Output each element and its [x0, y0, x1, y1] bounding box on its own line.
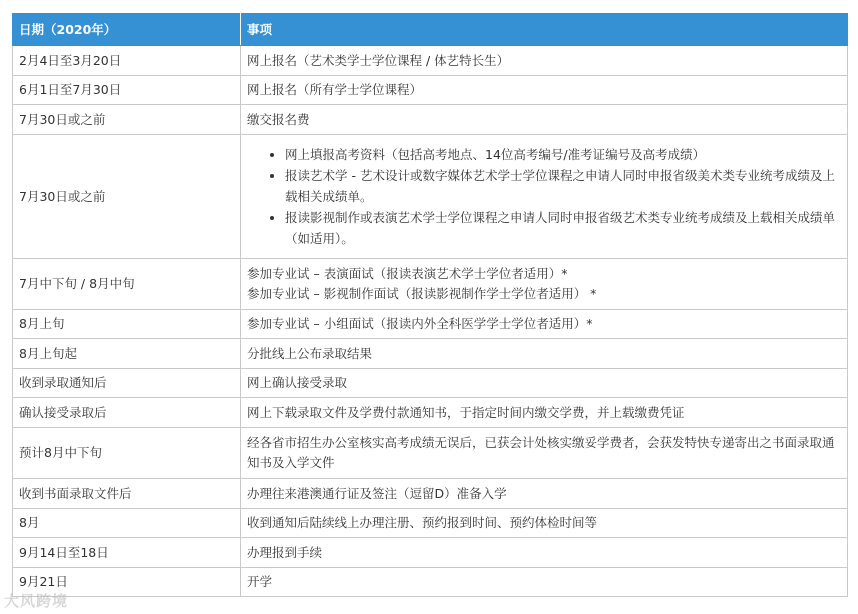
item-cell: 经各省市招生办公室核实高考成绩无误后，已获会计处核实缴妥学费者，会获发特快专递寄出之书面录取通知书及入学文件	[241, 428, 848, 479]
item-cell: 分批线上公布录取结果	[241, 339, 848, 369]
table-row	[13, 135, 848, 259]
date-column-header: 日期（2020年）	[13, 14, 241, 46]
schedule-table	[12, 13, 848, 597]
date-cell: 9月14日至18日	[13, 538, 241, 568]
table-row	[13, 105, 848, 135]
table-row	[13, 46, 848, 76]
item-cell: 网上报名（所有学士学位课程）	[241, 76, 848, 105]
date-cell: 收到录取通知后	[13, 369, 241, 398]
item-cell: 网上下载录取文件及学费付款通知书，于指定时间内缴交学费，并上载缴费凭证	[241, 398, 848, 428]
table-row	[13, 479, 848, 509]
bullet-list	[247, 144, 841, 249]
item-column-header: 事项	[241, 14, 848, 46]
date-cell: 8月	[13, 509, 241, 538]
list-item: • 报读艺术学 - 艺术设计或数字媒体艺术学士学位课程之申请人同时申报省级美术类专业统考成绩及上载相关成绩单。	[285, 165, 841, 207]
date-cell: 7月30日或之前	[13, 135, 241, 259]
date-cell: 6月1日至7月30日	[13, 76, 241, 105]
table-row	[13, 428, 848, 479]
date-cell: 7月30日或之前	[13, 105, 241, 135]
table-row	[13, 259, 848, 310]
table-row	[13, 76, 848, 105]
table-row	[13, 310, 848, 339]
list-item: • 网上填报高考资料（包括高考地点、14位高考编号/准考证编号及高考成绩）	[285, 144, 841, 165]
item-cell: 网上确认接受录取	[241, 369, 848, 398]
table-row	[13, 538, 848, 568]
table-row	[13, 398, 848, 428]
date-cell: 收到书面录取文件后	[13, 479, 241, 509]
table-row	[13, 568, 848, 597]
table-row	[13, 509, 848, 538]
date-cell: 确认接受录取后	[13, 398, 241, 428]
item-line: 参加专业试 – 表演面试（报读表演艺术学士学位者适用）*	[247, 266, 568, 281]
item-cell	[241, 259, 848, 310]
item-cell	[241, 135, 848, 259]
item-cell: 网上报名（艺术类学士学位课程 / 体艺特长生）	[241, 46, 848, 76]
date-cell: 预计8月中下旬	[13, 428, 241, 479]
item-cell: 办理往来港澳通行证及签注（逗留D）准备入学	[241, 479, 848, 509]
item-line: 参加专业试 – 影视制作面试（报读影视制作学士学位者适用） *	[247, 286, 597, 301]
table-header-row	[13, 14, 848, 46]
table-row	[13, 339, 848, 369]
date-cell: 7月中下旬 / 8月中旬	[13, 259, 241, 310]
item-cell: 办理报到手续	[241, 538, 848, 568]
date-cell: 9月21日	[13, 568, 241, 597]
item-cell: 收到通知后陆续线上办理注册、预约报到时间、预约体检时间等	[241, 509, 848, 538]
date-cell: 8月上旬	[13, 310, 241, 339]
table-row	[13, 369, 848, 398]
date-cell: 8月上旬起	[13, 339, 241, 369]
watermark: 大风跨境	[4, 592, 69, 610]
item-cell: 参加专业试 – 小组面试（报读内外全科医学学士学位者适用）*	[241, 310, 848, 339]
date-cell: 2月4日至3月20日	[13, 46, 241, 76]
item-cell: 开学	[241, 568, 848, 597]
list-item: • 报读影视制作或表演艺术学士学位课程之申请人同时申报省级艺术类专业统考成绩及上载相关成绩单（如适用）。	[285, 207, 841, 249]
item-cell: 缴交报名费	[241, 105, 848, 135]
